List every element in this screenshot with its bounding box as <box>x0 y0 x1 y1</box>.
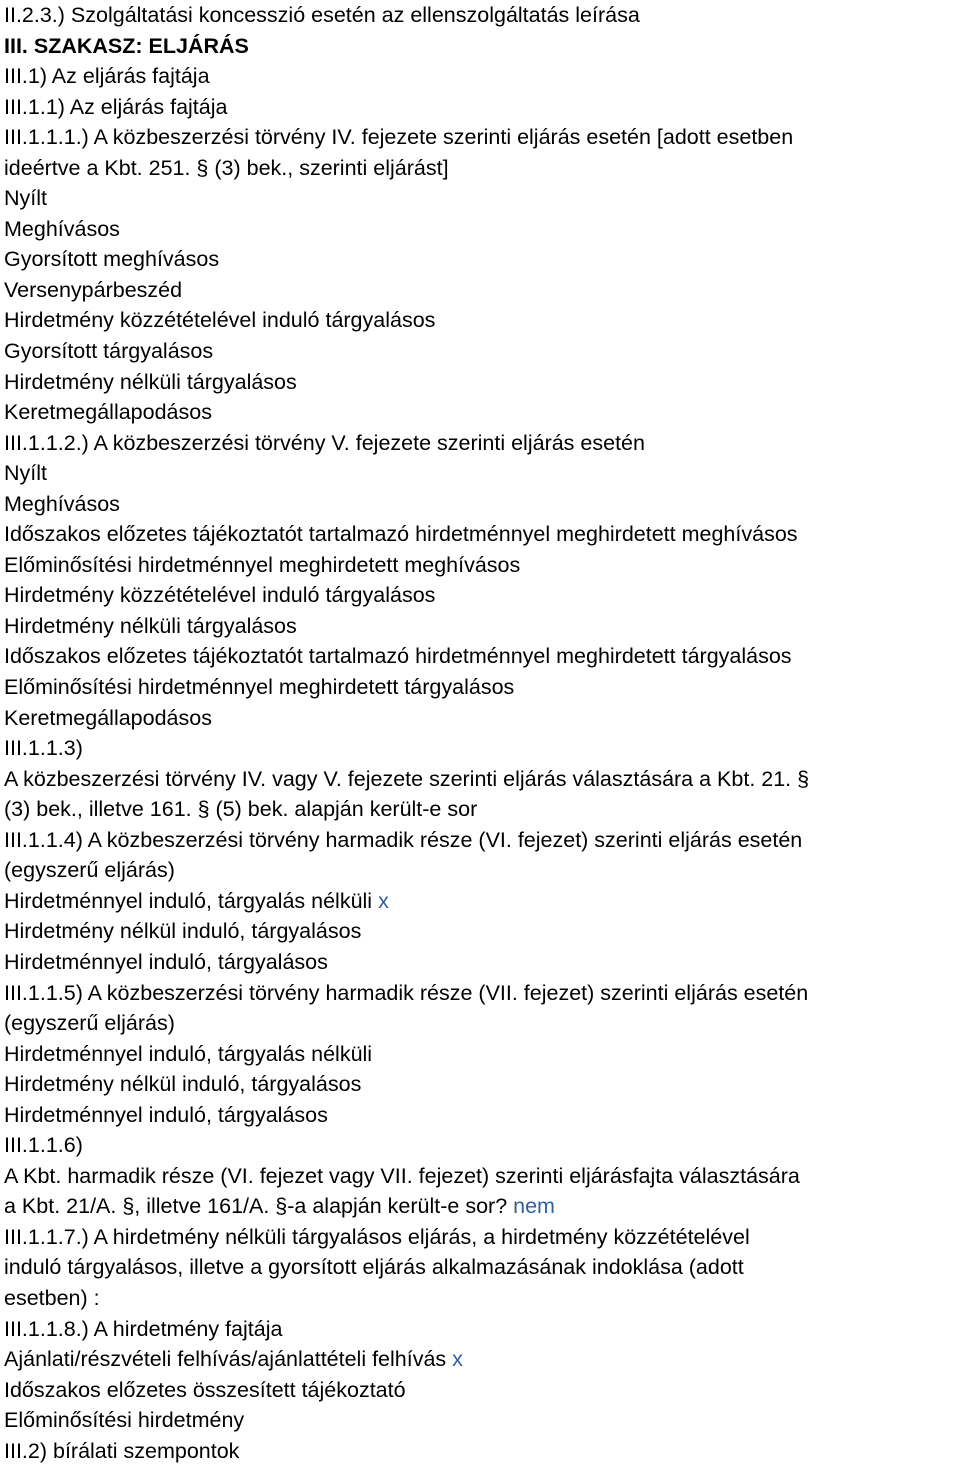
text-line <box>4 1130 960 1161</box>
line-text: III.1.1.6) <box>4 1133 83 1158</box>
line-text: Keretmegállapodásos <box>4 400 212 425</box>
text-line <box>4 244 960 275</box>
text-line <box>4 489 960 520</box>
line-text: III.1.1.8.) A hirdetmény fajtája <box>4 1316 283 1341</box>
text-line <box>4 428 960 459</box>
line-text: Keretmegállapodásos <box>4 705 212 730</box>
line-text: ideértve a Kbt. 251. § (3) bek., szerinti eljárást] <box>4 155 449 180</box>
line-text: Hirdetmény nélkül induló, tárgyalásos <box>4 1072 362 1097</box>
line-text: Gyorsított tárgyalásos <box>4 339 214 364</box>
line-text: A közbeszerzési törvény IV. vagy V. fejezete szerinti eljárás választására a Kbt. 21. § <box>4 766 810 791</box>
text-line <box>4 1344 960 1375</box>
text-line <box>4 1375 960 1406</box>
line-text: (egyszerű eljárás) <box>4 1011 175 1036</box>
line-text: Hirdetmény nélküli tárgyalásos <box>4 369 297 394</box>
text-line <box>4 122 960 153</box>
line-text: III.1.1.5) A közbeszerzési törvény harmadik része (VII. fejezet) szerinti eljárás esetén <box>4 980 809 1005</box>
text-line <box>4 794 960 825</box>
line-text: Nyílt <box>4 186 47 211</box>
line-text: Hirdetmény nélküli tárgyalásos <box>4 613 297 638</box>
text-line <box>4 978 960 1009</box>
line-text: induló tárgyalásos, illetve a gyorsított eljárás alkalmazásának indoklása (adott <box>4 1255 744 1280</box>
text-line <box>4 458 960 489</box>
text-line <box>4 153 960 184</box>
line-text: Időszakos előzetes összesített tájékoztató <box>4 1377 406 1402</box>
text-line <box>4 367 960 398</box>
line-text: A Kbt. harmadik része (VI. fejezet vagy VII. fejezet) szerinti eljárásfajta választására <box>4 1163 800 1188</box>
section-heading <box>4 31 960 62</box>
line-text: Előminősítési hirdetménnyel meghirdetett meghívásos <box>4 552 521 577</box>
text-line <box>4 855 960 886</box>
line-text: II.2.3.) Szolgáltatási koncesszió esetén az ellenszolgáltatás leírása <box>4 3 640 27</box>
line-text: Hirdetménnyel induló, tárgyalás nélküli <box>4 888 379 913</box>
line-text: III.1.1.1.) A közbeszerzési törvény IV. fejezete szerinti eljárás esetén [adott esetben <box>4 125 794 150</box>
text-line <box>4 672 960 703</box>
line-text: Hirdetmény nélkül induló, tárgyalásos <box>4 919 362 944</box>
line-text: III.1.1) Az eljárás fajtája <box>4 94 228 119</box>
selection-mark: nem <box>513 1194 555 1219</box>
line-text: (3) bek., illetve 161. § (5) bek. alapján került-e sor <box>4 797 478 822</box>
line-text: Előminősítési hirdetmény <box>4 1408 245 1433</box>
line-text: Időszakos előzetes tájékoztatót tartalmazó hirdetménnyel meghirdetett tárgyalásos <box>4 644 792 669</box>
text-line <box>4 0 960 31</box>
text-line <box>4 1100 960 1131</box>
text-line <box>4 886 960 917</box>
text-line <box>4 1222 960 1253</box>
text-line <box>4 1405 960 1436</box>
line-text: Ajánlati/részvételi felhívás/ajánlattételi felhívás <box>4 1347 453 1372</box>
text-line <box>4 825 960 856</box>
text-line <box>4 183 960 214</box>
line-text: Meghívásos <box>4 491 120 516</box>
text-line <box>4 550 960 581</box>
selection-mark: x <box>452 1347 463 1372</box>
text-line <box>4 947 960 978</box>
text-line <box>4 611 960 642</box>
text-line <box>4 1069 960 1100</box>
line-text: Hirdetmény közzétételével induló tárgyalásos <box>4 583 436 608</box>
line-text: Meghívásos <box>4 216 120 241</box>
line-text: III.1.1.4) A közbeszerzési törvény harmadik része (VI. fejezet) szerinti eljárás esetén <box>4 827 803 852</box>
line-text: Hirdetménnyel induló, tárgyalásos <box>4 949 328 974</box>
selection-mark: x <box>378 888 389 913</box>
text-line <box>4 519 960 550</box>
line-text: Versenypárbeszéd <box>4 277 183 302</box>
line-text: III.1) Az eljárás fajtája <box>4 64 210 89</box>
text-line <box>4 1161 960 1192</box>
text-line <box>4 1039 960 1070</box>
line-text: Nyílt <box>4 461 47 486</box>
line-text: III.1.1.3) <box>4 736 83 761</box>
line-text: Hirdetmény közzétételével induló tárgyalásos <box>4 308 436 333</box>
text-line <box>4 1436 960 1467</box>
text-line <box>4 580 960 611</box>
text-line <box>4 916 960 947</box>
line-text: (egyszerű eljárás) <box>4 858 175 883</box>
line-text: III.1.1.2.) A közbeszerzési törvény V. fejezete szerinti eljárás esetén <box>4 430 645 455</box>
text-line <box>4 275 960 306</box>
text-line <box>4 1191 960 1222</box>
line-text: esetben) : <box>4 1285 100 1310</box>
line-text: Gyorsított meghívásos <box>4 247 220 272</box>
line-text: Előminősítési hirdetménnyel meghirdetett tárgyalásos <box>4 675 515 700</box>
text-line <box>4 703 960 734</box>
text-line <box>4 733 960 764</box>
text-line <box>4 1252 960 1283</box>
line-text: a Kbt. 21/A. §, illetve 161/A. §-a alapján került-e sor? <box>4 1194 514 1219</box>
text-line <box>4 1283 960 1314</box>
line-text: Hirdetménnyel induló, tárgyalás nélküli <box>4 1041 373 1066</box>
text-line <box>4 397 960 428</box>
line-text: III.2) bírálati szempontok <box>4 1438 240 1463</box>
text-line <box>4 1314 960 1345</box>
text-line <box>4 92 960 123</box>
text-line <box>4 214 960 245</box>
line-text: III. SZAKASZ: ELJÁRÁS <box>4 33 249 58</box>
line-text: III.1.1.7.) A hirdetmény nélküli tárgyalásos eljárás, a hirdetmény közzétételével <box>4 1224 750 1249</box>
text-line <box>4 305 960 336</box>
text-line <box>4 764 960 795</box>
line-text: Időszakos előzetes tájékoztatót tartalmazó hirdetménnyel meghirdetett meghívásos <box>4 522 798 547</box>
line-text: Hirdetménnyel induló, tárgyalásos <box>4 1102 328 1127</box>
text-line <box>4 1008 960 1039</box>
text-line <box>4 641 960 672</box>
text-line <box>4 336 960 367</box>
text-line <box>4 61 960 92</box>
